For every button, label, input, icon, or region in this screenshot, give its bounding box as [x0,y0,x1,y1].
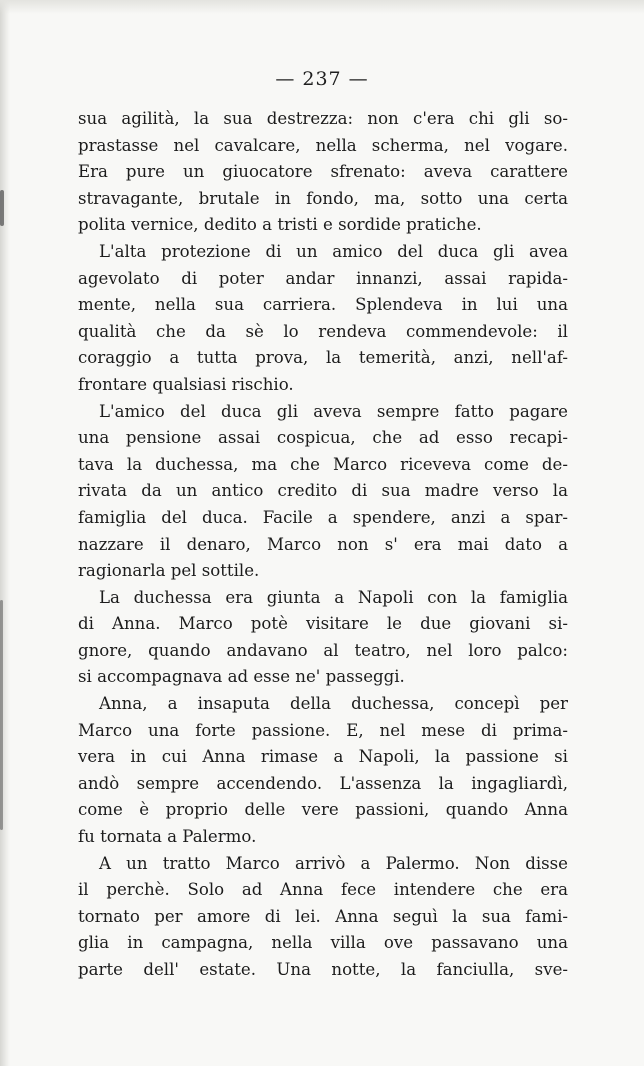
text-line: ragionarla pel sottile. [78,561,260,581]
text-line: Anna, a insaputa della duchessa, concepì per [99,694,568,714]
scan-mark [0,190,4,226]
scan-edge [0,0,10,1066]
text-line: il perchè. Solo ad Anna fece intendere che era [78,880,568,900]
text-line: sua agilità, la sua destrezza: non c'era chi gli so- [78,109,568,128]
text-line: gnore, quando andavano al teatro, nel loro palco: [78,640,568,660]
text-line: qualità che da sè lo rendeva commendevole: il [78,321,568,341]
text-line: Era pure un giuocatore sfrenato: aveva carattere [78,162,568,182]
paragraph [78,399,568,585]
text-line: stravagante, brutale in fondo, ma, sotto una certa [78,188,568,208]
text-line: di Anna. Marco potè visitare le due giovani si- [78,614,568,634]
text-line: L'amico del duca gli aveva sempre fatto pagare [99,401,568,421]
text-line: come è proprio delle vere passioni, quando Anna [78,800,568,820]
text-line: fu tornata a Palermo. [78,827,257,847]
text-line: polita vernice, dedito a tristi e sordide pratiche. [78,215,482,235]
paragraph [78,106,568,239]
text-line: A un tratto Marco arrivò a Palermo. Non disse [99,853,568,873]
text-line: Marco una forte passione. E, nel mese di prima- [78,720,568,740]
scan-mark [0,600,3,830]
text-line: una pensione assai cospicua, che ad esso recapi- [78,428,568,448]
text-line: L'alta protezione di un amico del duca gli avea [99,241,568,261]
page-number: — 237 — [275,68,369,90]
body-text [78,106,568,984]
text-line: tava la duchessa, ma che Marco riceveva come de- [78,454,568,474]
text-line: agevolato di poter andar innanzi, assai rapida- [78,268,568,288]
text-line: prastasse nel cavalcare, nella scherma, nel vogare. [78,135,568,155]
paragraph [78,691,568,851]
text-line: tornato per amore di lei. Anna seguì la sua fami- [78,906,568,926]
scan-edge-top [0,0,644,14]
paragraph [78,585,568,691]
text-line: si accompagnava ad esse ne' passeggi. [78,667,405,687]
text-line: famiglia del duca. Facile a spendere, anzi a spar- [78,507,568,527]
paragraph [78,851,568,984]
text-line: andò sempre accendendo. L'assenza la ingagliardì, [78,773,568,793]
text-line: rivata da un antico credito di sua madre verso la [78,481,568,501]
text-line: parte dell' estate. Una notte, la fanciulla, sve- [78,960,568,979]
text-line: coraggio a tutta prova, la temerità, anzi, nell'af- [78,348,568,368]
text-line: glia in campagna, nella villa ove passavano una [78,933,568,953]
text-line: La duchessa era giunta a Napoli con la famiglia [99,587,568,607]
text-line: nazzare il denaro, Marco non s' era mai dato a [78,534,568,554]
text-line: vera in cui Anna rimase a Napoli, la passione si [78,747,568,767]
text-line: mente, nella sua carriera. Splendeva in lui una [78,295,568,315]
text-line: frontare qualsiasi rischio. [78,374,294,394]
paragraph [78,239,568,399]
